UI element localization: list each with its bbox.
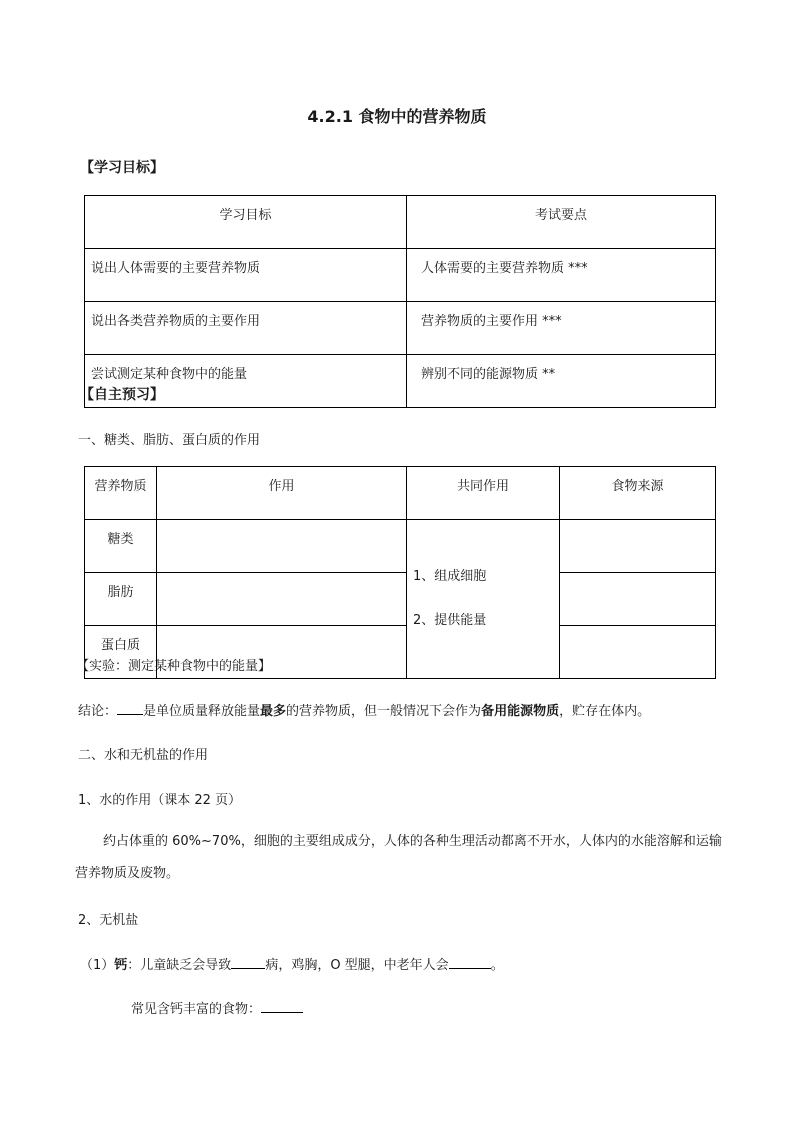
table-row	[85, 355, 716, 408]
conclusion-text: ，贮存在体内。	[559, 704, 651, 719]
preview-heading: 【自主预习】	[80, 387, 164, 403]
learning-goals-heading: 【学习目标】	[80, 160, 164, 176]
fill-blank	[449, 954, 491, 969]
water-salt-heading: 二、水和无机盐的作用	[78, 748, 209, 763]
learning-goals-table	[84, 195, 716, 408]
common-role: 1、组成细胞	[413, 569, 487, 584]
header-goal: 学习目标	[85, 196, 407, 249]
calcium-label: 钙	[114, 958, 128, 973]
table-row	[85, 520, 716, 573]
calcium-food-line	[131, 998, 303, 1017]
nutrients-table	[84, 466, 716, 679]
function-cell	[157, 520, 407, 573]
header-nutrient: 营养物质	[85, 467, 157, 520]
exam-point-cell: 人体需要的主要营养物质 ***	[407, 249, 716, 302]
goal-cell: 说出各类营养物质的主要作用	[85, 302, 407, 355]
conclusion-emphasis: 最多	[260, 704, 287, 719]
nutrient-cell: 脂肪	[85, 573, 157, 626]
conclusion-text: 是单位质量释放能量	[143, 704, 261, 719]
table-row	[85, 249, 716, 302]
fill-blank	[231, 954, 265, 969]
fill-blank	[117, 700, 143, 715]
table-header-row	[85, 467, 716, 520]
nutrients-subheading: 一、糖类、脂肪、蛋白质的作用	[78, 433, 261, 448]
experiment-heading: 【实验：测定某种食物中的能量】	[76, 659, 272, 674]
calcium-text: 病，鸡胸，O 型腿，中老年人会	[265, 958, 449, 973]
conclusion-text: 的营养物质，但一般情况下会作为	[286, 704, 482, 719]
header-common-function: 共同作用	[407, 467, 560, 520]
calcium-line	[80, 954, 504, 973]
calcium-text: 。	[490, 958, 504, 973]
header-exam-point: 考试要点	[407, 196, 716, 249]
food-source-cell	[560, 520, 716, 573]
table-row	[85, 573, 716, 626]
common-function-cell	[407, 520, 560, 679]
calcium-prefix: （1）	[80, 958, 115, 973]
function-cell	[157, 573, 407, 626]
exam-point-cell: 营养物质的主要作用 ***	[407, 302, 716, 355]
common-role: 2、提供能量	[413, 613, 487, 628]
food-source-cell	[560, 626, 716, 679]
mineral-salt-title: 2、无机盐	[78, 913, 139, 928]
calcium-text: ：儿童缺乏会导致	[127, 958, 232, 973]
goal-cell: 尝试测定某种食物中的能量	[85, 355, 407, 408]
food-source-cell	[560, 573, 716, 626]
calcium-food-text: 常见含钙丰富的食物：	[131, 1002, 262, 1017]
table-header-row	[85, 196, 716, 249]
fill-blank	[261, 998, 303, 1013]
exam-point-cell: 辨别不同的能源物质 **	[407, 355, 716, 408]
header-food-source: 食物来源	[560, 467, 716, 520]
nutrient-cell: 蛋白质	[85, 626, 157, 679]
conclusion-emphasis: 备用能源物质	[481, 704, 560, 719]
water-title: 1、水的作用（课本 22 页）	[78, 793, 242, 808]
conclusion-prefix: 结论：	[78, 704, 118, 719]
page-title: 4.2.1 食物中的营养物质	[307, 107, 487, 126]
header-function: 作用	[157, 467, 407, 520]
goal-cell: 说出人体需要的主要营养物质	[85, 249, 407, 302]
nutrient-cell: 糖类	[85, 520, 157, 573]
table-row	[85, 302, 716, 355]
water-paragraph: 约占体重的 60%~70%，细胞的主要组成成分，人体的各种生理活动都离不开水，人体内的水能溶解和运输营养物质及废物。	[75, 834, 722, 881]
conclusion-line	[78, 700, 650, 719]
